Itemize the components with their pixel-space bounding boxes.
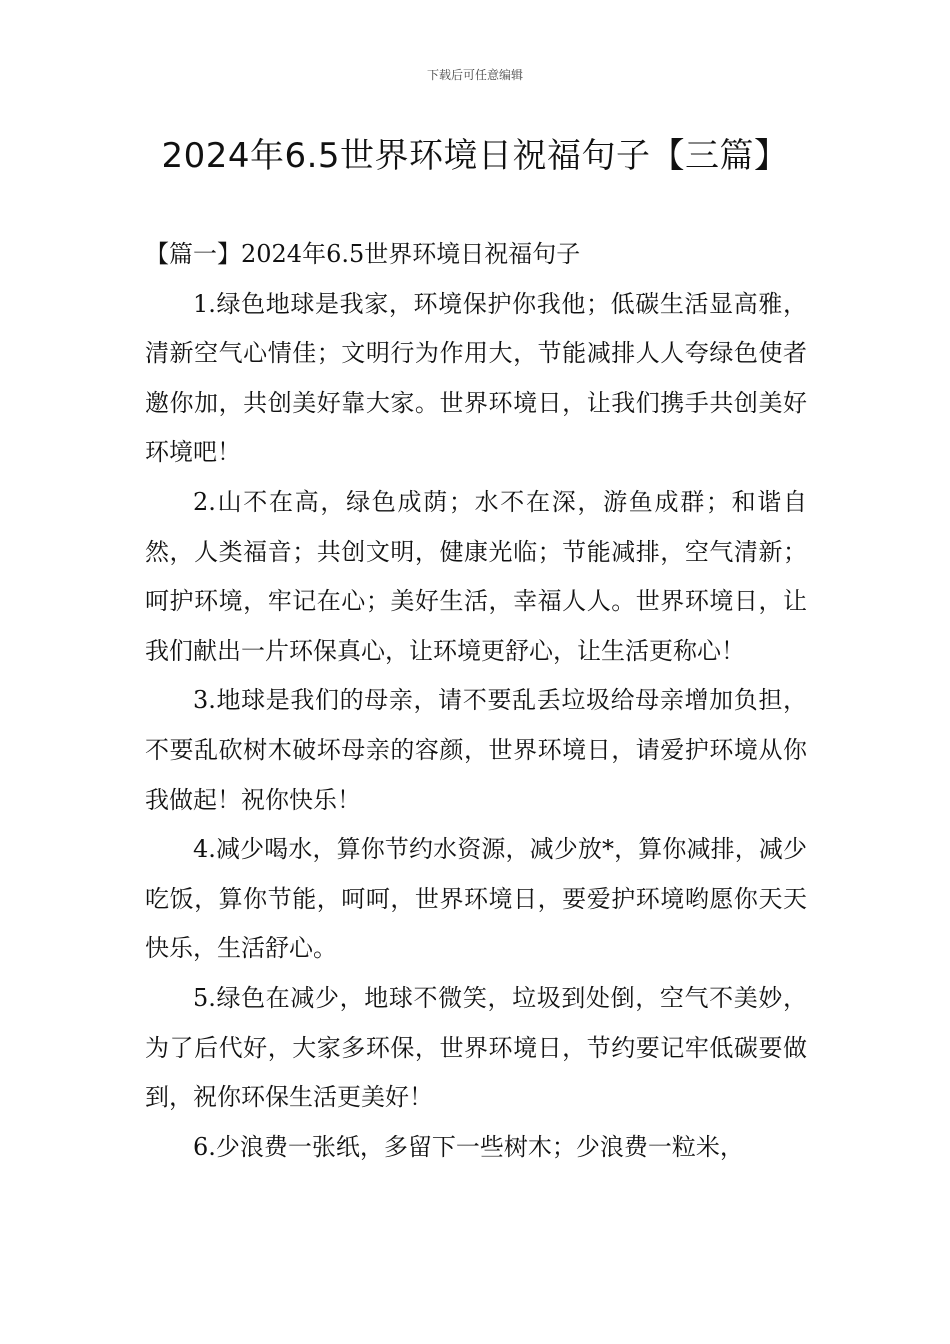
paragraph: 2.山不在高，绿色成荫；水不在深，游鱼成群；和谐自然，人类福音；共创文明，健康光临；节能减排，空气清新；呵护环境，牢记在心；美好生活，幸福人人。世界环境日，让我们献出一片环保真心，让环境更舒心，让生活更称心！ <box>145 487 807 665</box>
paragraph: 6.少浪费一张纸，多留下一些树木；少浪费一粒米， <box>193 1132 744 1161</box>
header-note: 下载后可任意编辑 <box>426 68 523 82</box>
paragraph: 4.减少喝水，算你节约水资源，减少放*，算你减排，减少吃饭，算你节能，呵呵，世界环境日，要爱护环境哟愿你天天快乐，生活舒心。 <box>145 835 807 963</box>
paragraph: 1.绿色地球是我家，环境保护你我他；低碳生活显高雅，清新空气心情佳；文明行为作用大，节能减排人人夸绿色使者邀你加，共创美好靠大家。世界环境日，让我们携手共创美好环境吧！ <box>145 289 807 467</box>
document-title: 2024年6.5世界环境日祝福句子【三篇】 <box>161 136 789 176</box>
document-body <box>145 230 807 1172</box>
paragraph: 5.绿色在减少，地球不微笑，垃圾到处倒，空气不美妙，为了后代好，大家多环保，世界环境日，节约要记牢低碳要做到，祝你环保生活更美好！ <box>145 983 807 1112</box>
section-heading: 【篇一】2024年6.5世界环境日祝福句子 <box>145 240 581 268</box>
paragraph: 3.地球是我们的母亲，请不要乱丢垃圾给母亲增加负担，不要乱砍树木破坏母亲的容颜，世界环境日，请爱护环境从你我做起！祝你快乐！ <box>145 686 807 814</box>
